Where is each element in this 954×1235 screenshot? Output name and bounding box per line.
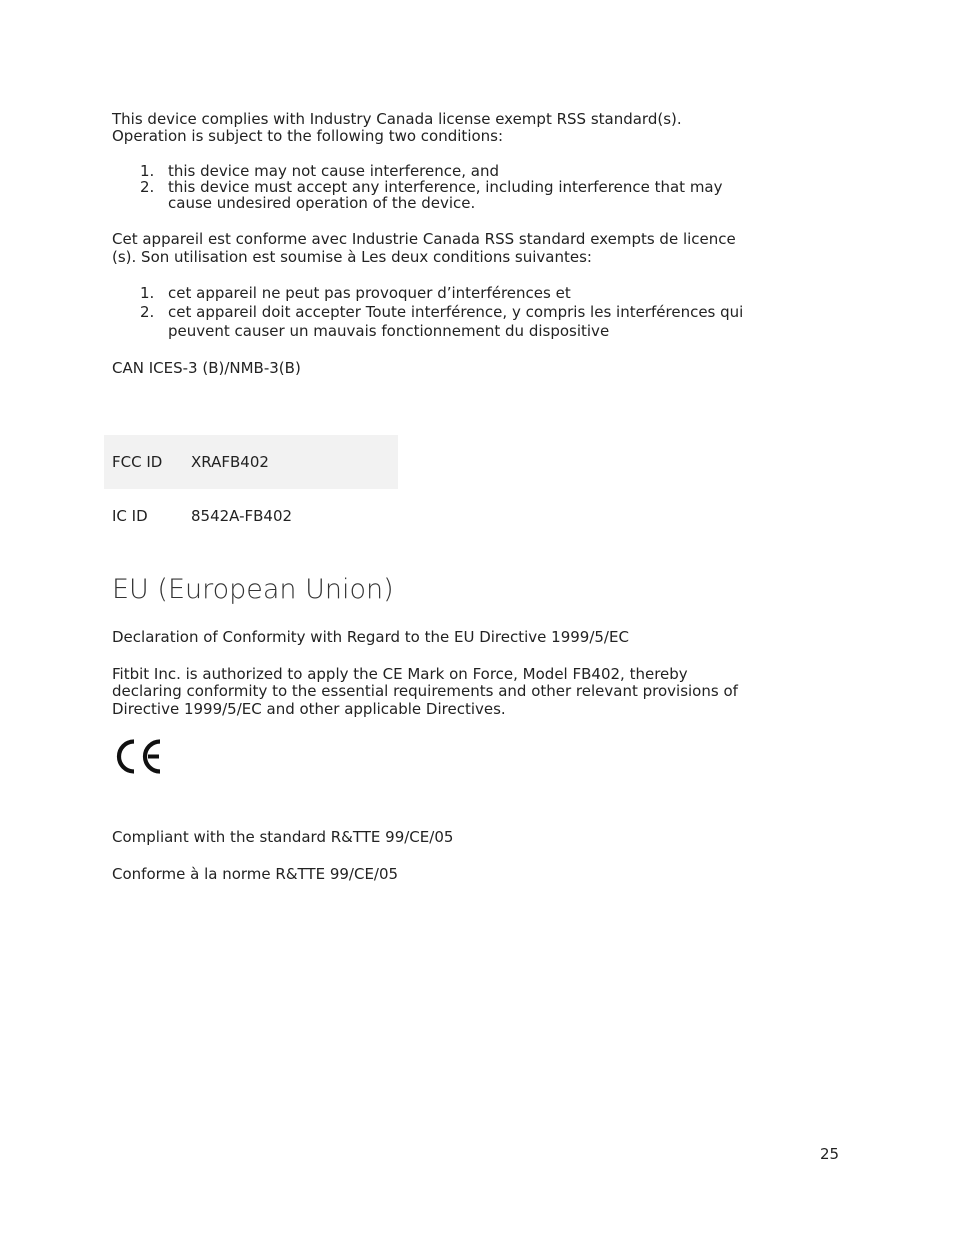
canada-paragraph-en-line-2: Operation is subject to the following two conditions: (112, 127, 504, 145)
eu-paragraph-line-2: declaring conformity to the essential requirements and other relevant provisions of (112, 682, 738, 700)
ices-statement: CAN ICES-3 (B)/NMB-3(B) (112, 359, 301, 377)
ce-mark-icon (113, 738, 165, 775)
ic-id-label: IC ID (112, 507, 148, 525)
eu-heading: EU (European Union) (112, 574, 394, 605)
compliance-statement-fr: Conforme à la norme R&TTE 99/CE/05 (112, 865, 399, 883)
eu-declaration: Declaration of Conformity with Regard to the EU Directive 1999/5/EC (112, 628, 629, 646)
table-row (104, 435, 398, 489)
eu-paragraph-line-3: Directive 1999/5/EC and other applicable Directives. (112, 700, 506, 718)
ic-id-value: 8542A-FB402 (191, 507, 293, 525)
page-number: 25 (820, 1145, 840, 1163)
fcc-id-value: XRAFB402 (191, 453, 269, 471)
eu-paragraph-line-1: Fitbit Inc. is authorized to apply the CE Mark on Force, Model FB402, thereby (112, 665, 688, 683)
canada-paragraph-fr-line-2: (s). Son utilisation est soumise à Les deux conditions suivantes: (112, 248, 592, 266)
canada-paragraph-en-line-1: This device complies with Industry Canada license exempt RSS standard(s). (112, 110, 682, 128)
table-row (104, 489, 398, 543)
id-table (104, 435, 398, 543)
canada-paragraph-fr-line-1: Cet appareil est conforme avec Industrie Canada RSS standard exempts de licence (112, 230, 736, 248)
compliance-statement-en: Compliant with the standard R&TTE 99/CE/05 (112, 828, 454, 846)
fcc-id-label: FCC ID (112, 453, 163, 471)
